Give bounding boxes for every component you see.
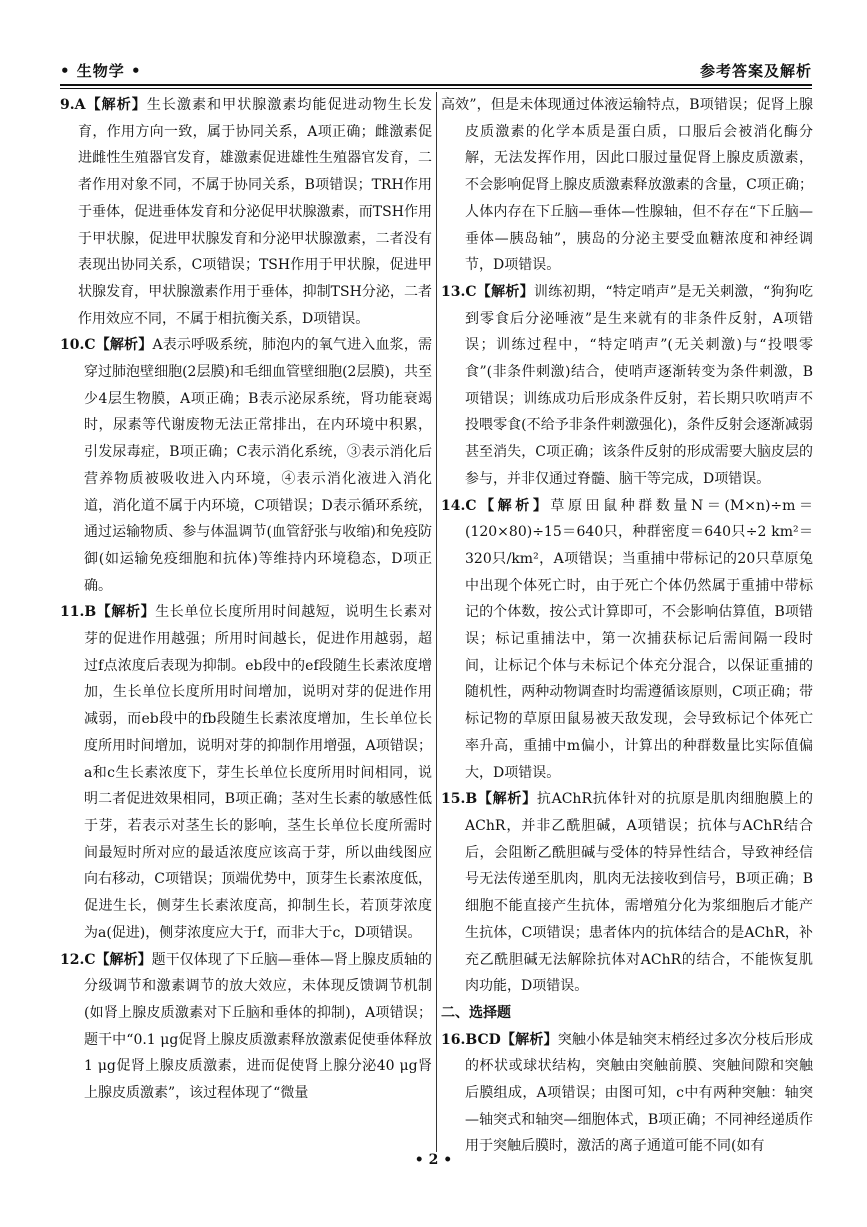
answer-letter: C <box>465 497 477 514</box>
question-10 <box>60 332 432 599</box>
question-number: 13. <box>441 283 466 300</box>
question-number: 16. <box>441 1031 466 1048</box>
analysis-tag: 【解析】 <box>476 283 534 300</box>
header-rule-thin <box>60 88 812 89</box>
question-number: 14. <box>441 497 466 514</box>
page-header <box>60 60 812 84</box>
header-rule-thick <box>60 84 812 86</box>
analysis-text: A表示呼吸系统，肺泡内的氧气进入血浆，需穿过肺泡壁细胞(2层膜)和毛细血管壁细胞(2层膜)，共至少4层生物膜，A项正确；B表示泌尿系统，肾功能衰竭时，尿素等代谢废物无法正常排出，在内环境中积累，引发尿毒症，B项正确；C表示消化系统，③表示消化后营养物质被吸收进入内环境，④表示消化液进入消化道，消化道不属于内环境，C项错误；D表示循环系统，通过运输物质、参与体温调节(血管舒张与收缩)和免疫防御(如运输免疫细胞和抗体)等维持内环境稳态，D项正确。 <box>84 337 433 594</box>
analysis-text: 题干仅体现了下丘脑—垂体—肾上腺皮质轴的分级调节和激素调节的放大效应，未体现反馈调节机制(如肾上腺皮质激素对下丘脑和垂体的抑制)，A项错误；题干中“0.1 μg促肾上腺皮质激素释放激素促使垂体释放1 μg促肾上腺皮质激素，进而促使肾上腺分泌40 μg肾上腺皮质激素”，该过程体现了“微量 <box>84 951 433 1102</box>
left-column <box>60 92 432 1107</box>
answer-letter: B <box>84 604 97 621</box>
analysis-tag: 【解析】 <box>476 497 551 514</box>
question-12-continued <box>441 92 813 279</box>
analysis-text: 突触小体是轴突末梢经过多次分枝后形成的杯状或球状结构，突触由突触前膜、突触间隙和突触后膜组成，A项错误；由图可知，c中有两种突触：轴突—轴突式和轴突—细胞体式，B项正确；不同神经递质作用于突触后膜时，激活的离子通道可能不同(如有 <box>465 1031 814 1155</box>
analysis-text: 高效”，但是未体现通过体液运输特点，B项错误；促肾上腺皮质激素的化学本质是蛋白质，口服后会被消化酶分解，无法发挥作用，因此口服过量促肾上腺皮质激素，不会影响促肾上腺皮质激素释放激素的含量，C项正确；人体内存在下丘脑—垂体—性腺轴，但不存在“下丘脑—垂体—胰岛轴”，胰岛的分泌主要受血糖浓度和神经调节，D项错误。 <box>441 97 813 274</box>
answer-letter: B <box>465 791 478 808</box>
answer-letter: C <box>84 337 96 354</box>
question-number: 9. <box>60 97 75 113</box>
analysis-text: 生长激素和甲状腺激素均能促进动物生长发育，作用方向一致，属于协同关系，A项正确；雌激素促进雌性生殖器官发育，雄激素促进雄性生殖器官发育，二者作用对象不同，不属于协同关系，B项错误；TRH作用于垂体，促进垂体发育和分泌促甲状腺激素，而TSH作用于甲状腺，促进甲状腺发育和分泌甲状腺激素，二者没有表现出协同关系，C项错误；TSH作用于甲状腺，促进甲状腺发育，甲状腺激素作用于垂体，抑制TSH分泌，二者作用效应不同，不属于相抗衡关系，D项错误。 <box>78 97 433 327</box>
column-divider <box>436 92 437 1152</box>
question-16 <box>441 1027 813 1161</box>
right-column <box>441 92 813 1160</box>
answer-letter: C <box>465 283 477 300</box>
question-9 <box>60 92 432 332</box>
question-11 <box>60 599 432 946</box>
analysis-tag: 【解析】 <box>95 337 153 354</box>
question-13 <box>441 279 813 493</box>
section-label: 参考答案及解析 <box>699 62 812 80</box>
analysis-text: 生长单位长度所用时间越短，说明生长素对芽的促进作用越强；所用时间越长，促进作用越弱，超过f点浓度后表现为抑制。eb段中的ef段随生长素浓度增加，生长单位长度所用时间增加，说明对芽的促进作用减弱，而eb段中的fb段随生长素浓度增加，生长单位长度所用时间增加，说明对芽的抑制作用增强，A项错误；a和c生长素浓度下，芽生长单位长度所用时间相同，说明二者促进效果相同，B项正确；茎对生长素的敏感性低于芽，若表示对茎生长的影响，茎生长单位长度所需时间最短时所对应的最适浓度应该高于芽，所以曲线图应向右移动，C项错误；顶端优势中，顶芽生长素浓度低，促进生长，侧芽生长素浓度高，抑制生长，若顶芽浓度为a(促进)，侧芽浓度应大于f，而非大于c，D项错误。 <box>84 604 432 941</box>
question-number: 12. <box>60 951 85 968</box>
question-14 <box>441 493 813 787</box>
analysis-text: 草原田鼠种群数量N＝(M×n)÷m＝(120×80)÷15＝640只，种群密度＝640只÷2 km²＝320只/km²，A项错误；当重捕中带标记的20只草原兔中出现个体死亡时，由于死亡个体仍然属于重捕中带标记的个体数，按公式计算即可，不会影响估算值，B项错误；标记重捕法中，第一次捕获标记后需间隔一段时间，让标记个体与未标记个体充分混合，以保证重捕的随机性，两种动物调查时均需遵循该原则，C项正确；带标记物的草原田鼠易被天敌发现，会导致标记个体死亡率升高，重捕中m偏小，计算出的种群数量比实际值偏大，D项错误。 <box>465 497 814 781</box>
question-number: 11. <box>60 604 85 621</box>
analysis-tag: 【解析】 <box>96 604 156 621</box>
question-number: 15. <box>441 791 466 808</box>
analysis-text: 抗AChR抗体针对的抗原是肌肉细胞膜上的AChR，并非乙酰胆碱，A项错误；抗体与AChR结合后，会阻断乙酰胆碱与受体的特异性结合，导致神经信号无法传递至肌肉，肌肉无法接收到信号，B项正确；B细胞不能直接产生抗体，需增殖分化为浆细胞后才能产生抗体，C项错误；患者体内的抗体结合的是AChR，补充乙酰胆碱无法解除抗体对AChR的结合，不能恢复肌肉功能，D项错误。 <box>465 791 813 995</box>
question-15 <box>441 786 813 1000</box>
answer-letter: BCD <box>465 1031 501 1048</box>
section-heading: 二、选择题 <box>441 1004 511 1021</box>
analysis-tag: 【解析】 <box>85 97 147 113</box>
answer-letter: A <box>74 97 86 113</box>
question-12 <box>60 947 432 1107</box>
analysis-tag: 【解析】 <box>95 951 152 968</box>
question-number: 10. <box>60 337 85 354</box>
subject-label: • 生物学 • <box>60 62 142 80</box>
answer-letter: C <box>84 951 96 968</box>
analysis-text: 训练初期，“特定哨声”是无关刺激，“狗狗吃到零食后分泌唾液”是生来就有的非条件反射，A项错误；训练过程中，“特定哨声”(无关刺激)与“投喂零食”(非条件刺激)结合，使哨声逐渐转变为条件刺激，B项错误；训练成功后形成条件反射，若长期只吹哨声不投喂零食(不给予非条件刺激强化)，条件反射会逐渐减弱甚至消失，C项正确；该条件反射的形成需要大脑皮层的参与，并非仅通过脊髓、脑干等完成，D项错误。 <box>465 283 813 487</box>
page-number: • 2 • <box>414 1152 453 1168</box>
analysis-tag: 【解析】 <box>500 1031 558 1048</box>
analysis-tag: 【解析】 <box>477 791 537 808</box>
